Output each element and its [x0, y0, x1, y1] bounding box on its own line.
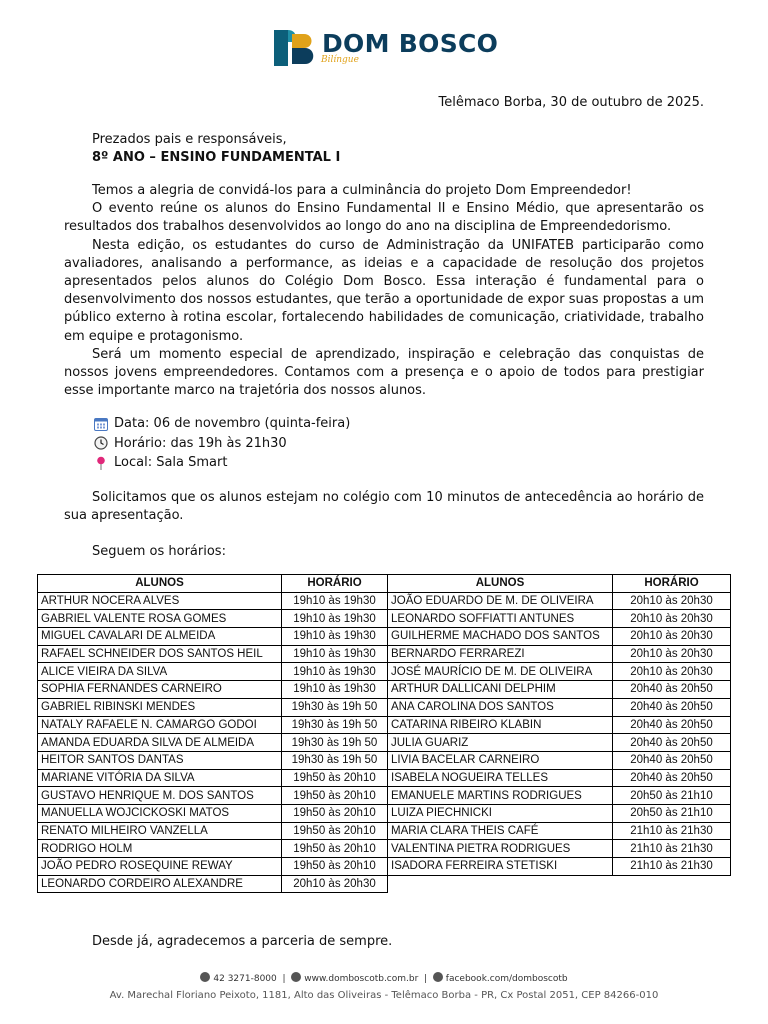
event-time-row	[94, 434, 350, 454]
arrival-request: Solicitamos que os alunos estejam no colégio com 10 minutos de antecedência ao horário de sua apresentação.	[64, 490, 704, 524]
table-row	[38, 751, 388, 769]
footer-website[interactable]: www.domboscotb.com.br	[304, 974, 419, 984]
time-slot: 20h10 às 20h30	[613, 663, 731, 681]
table-row	[38, 769, 388, 787]
student-name: CATARINA RIBEIRO KLABIN	[388, 716, 613, 734]
time-slot: 19h10 às 19h30	[282, 681, 388, 699]
time-slot: 21h10 às 21h30	[613, 858, 731, 876]
student-name: JOÃO EDUARDO DE M. DE OLIVEIRA	[388, 592, 613, 610]
table-header-row	[38, 575, 388, 593]
column-header-time: HORÁRIO	[282, 575, 388, 593]
table-row	[388, 698, 731, 716]
time-slot: 19h50 às 20h10	[282, 840, 388, 858]
time-slot: 19h50 às 20h10	[282, 804, 388, 822]
closing-line: Desde já, agradecemos a parceria de sempre.	[92, 934, 393, 949]
time-slot: 19h10 às 19h30	[282, 628, 388, 646]
time-slot: 19h50 às 20h10	[282, 822, 388, 840]
student-name: ALICE VIEIRA DA SILVA	[38, 663, 282, 681]
student-name: SOPHIA FERNANDES CARNEIRO	[38, 681, 282, 699]
paragraph: Nesta edição, os estudantes do curso de Administração da UNIFATEB participarão como avaliadores, analisando a performance, as ideias e a capacidade de resolução dos projetos apresentados pelos alunos do Colégio Dom Bosco. Essa interação é fundamental para o desenvolvimento dos nossos estudantes, que terão a oportunidade de expor suas propostas a um público externo à rotina escolar, fortalecendo habilidades de comunicação, criatividade, trabalho em equipe e protagonismo.	[64, 237, 704, 344]
paragraph: Será um momento especial de aprendizado, inspiração e celebração das conquistas de nossos jovens empreendedores. Contamos com a presença e o apoio de todos para prestigiar esse importante marco na trajetória dos nossos alunos.	[64, 346, 704, 399]
footer-contacts: 42 3271-8000 | www.domboscotb.com.br | facebook.com/domboscotb	[0, 972, 768, 984]
time-slot: 20h50 às 21h10	[613, 787, 731, 805]
table-row	[38, 840, 388, 858]
table-row	[388, 628, 731, 646]
time-slot: 19h10 às 19h30	[282, 610, 388, 628]
time-slot: 20h10 às 20h30	[613, 610, 731, 628]
time-slot: 20h10 às 20h30	[613, 645, 731, 663]
school-logo	[274, 28, 504, 68]
paragraph: Temos a alegria de convidá-los para a culminância do projeto Dom Empreendedor!	[92, 183, 632, 198]
student-name: ISADORA FERREIRA STETISKI	[388, 858, 613, 876]
event-place-row	[94, 453, 350, 473]
table-row	[38, 663, 388, 681]
student-name: RAFAEL SCHNEIDER DOS SANTOS HEIL	[38, 645, 282, 663]
student-name: ARTHUR NOCERA ALVES	[38, 592, 282, 610]
table-row	[388, 804, 731, 822]
letter-body	[64, 182, 704, 400]
time-slot: 21h10 às 21h30	[613, 822, 731, 840]
student-name: JULIA GUARIZ	[388, 734, 613, 752]
table-row	[388, 858, 731, 876]
schedule-intro: Seguem os horários:	[92, 544, 226, 559]
table-row	[388, 822, 731, 840]
location-pin-icon	[94, 456, 108, 470]
student-name: JOÃO PEDRO ROSEQUINE REWAY	[38, 858, 282, 876]
table-row	[388, 610, 731, 628]
student-name: ARTHUR DALLICANI DELPHIM	[388, 681, 613, 699]
table-row	[38, 716, 388, 734]
student-name: MARIA CLARA THEIS CAFÉ	[388, 822, 613, 840]
date-line: Telêmaco Borba, 30 de outubro de 2025.	[438, 95, 704, 110]
event-date: Data: 06 de novembro (quinta-feira)	[114, 416, 351, 431]
student-name: MARIANE VITÓRIA DA SILVA	[38, 769, 282, 787]
student-name: LIVIA BACELAR CARNEIRO	[388, 751, 613, 769]
time-slot: 20h40 às 20h50	[613, 681, 731, 699]
student-name: RODRIGO HOLM	[38, 840, 282, 858]
footer-phone: 42 3271-8000	[213, 974, 277, 984]
student-name: LUIZA PIECHNICKI	[388, 804, 613, 822]
table-row	[38, 681, 388, 699]
student-name: JOSÉ MAURÍCIO DE M. DE OLIVEIRA	[388, 663, 613, 681]
table-row	[38, 804, 388, 822]
time-slot: 19h50 às 20h10	[282, 769, 388, 787]
table-row	[38, 610, 388, 628]
event-date-row	[94, 414, 350, 434]
time-slot: 19h30 às 19h 50	[282, 716, 388, 734]
globe-icon	[291, 972, 301, 982]
calendar-icon	[94, 417, 108, 431]
column-header-students: ALUNOS	[388, 575, 613, 593]
student-name: LEONARDO SOFFIATTI ANTUNES	[388, 610, 613, 628]
student-name: MIGUEL CAVALARI DE ALMEIDA	[38, 628, 282, 646]
time-slot: 20h10 às 20h30	[613, 628, 731, 646]
column-header-time: HORÁRIO	[613, 575, 731, 593]
event-info	[94, 414, 350, 473]
time-slot: 20h10 às 20h30	[613, 592, 731, 610]
student-name: ISABELA NOGUEIRA TELLES	[388, 769, 613, 787]
time-slot: 19h30 às 19h 50	[282, 734, 388, 752]
time-slot: 20h40 às 20h50	[613, 769, 731, 787]
student-name: LEONARDO CORDEIRO ALEXANDRE	[38, 875, 282, 893]
class-line: 8º ANO – ENSINO FUNDAMENTAL I	[92, 150, 341, 165]
greeting: Prezados pais e responsáveis,	[92, 132, 287, 147]
phone-icon	[200, 972, 210, 982]
time-slot: 19h50 às 20h10	[282, 787, 388, 805]
time-slot: 21h10 às 21h30	[613, 840, 731, 858]
time-slot: 20h40 às 20h50	[613, 698, 731, 716]
time-slot: 20h40 às 20h50	[613, 716, 731, 734]
dom-bosco-logo-mark-icon	[274, 30, 316, 66]
event-place: Local: Sala Smart	[114, 455, 228, 470]
student-name: HEITOR SANTOS DANTAS	[38, 751, 282, 769]
time-slot: 19h10 às 19h30	[282, 645, 388, 663]
time-slot: 19h30 às 19h 50	[282, 698, 388, 716]
table-row	[38, 645, 388, 663]
table-row	[38, 592, 388, 610]
time-slot: 19h10 às 19h30	[282, 592, 388, 610]
clock-icon	[94, 436, 108, 450]
time-slot: 19h30 às 19h 50	[282, 751, 388, 769]
time-slot: 19h10 às 19h30	[282, 663, 388, 681]
table-row	[388, 681, 731, 699]
event-time: Horário: das 19h às 21h30	[114, 435, 287, 451]
student-name: RENATO MILHEIRO VANZELLA	[38, 822, 282, 840]
student-name: GUSTAVO HENRIQUE M. DOS SANTOS	[38, 787, 282, 805]
time-slot: 19h50 às 20h10	[282, 858, 388, 876]
student-name: ANA CAROLINA DOS SANTOS	[388, 698, 613, 716]
table-row	[38, 875, 388, 893]
time-slot: 20h50 às 21h10	[613, 804, 731, 822]
student-name: AMANDA EDUARDA SILVA DE ALMEIDA	[38, 734, 282, 752]
student-name: GUILHERME MACHADO DOS SANTOS	[388, 628, 613, 646]
student-name: GABRIEL VALENTE ROSA GOMES	[38, 610, 282, 628]
table-row	[388, 751, 731, 769]
table-row	[388, 787, 731, 805]
brand-name: DOM BOSCO	[322, 29, 499, 58]
table-row	[38, 698, 388, 716]
table-row	[38, 787, 388, 805]
schedule-table-right	[387, 574, 731, 876]
table-row	[388, 734, 731, 752]
student-name: NATALY RAFAELE N. CAMARGO GODOI	[38, 716, 282, 734]
student-name: VALENTINA PIETRA RODRIGUES	[388, 840, 613, 858]
table-row	[388, 645, 731, 663]
student-name: EMANUELE MARTINS RODRIGUES	[388, 787, 613, 805]
time-slot: 20h40 às 20h50	[613, 751, 731, 769]
table-row	[38, 822, 388, 840]
schedule-table-left	[37, 574, 388, 893]
footer-address: Av. Marechal Floriano Peixoto, 1181, Alto das Oliveiras - Telêmaco Borba - PR, Cx Postal 2051, CEP 84266-010	[109, 990, 659, 1001]
brand-subtitle: Bilíngue	[321, 55, 359, 65]
table-row	[38, 734, 388, 752]
table-header-row	[388, 575, 731, 593]
table-row	[388, 840, 731, 858]
footer-facebook[interactable]: facebook.com/domboscotb	[445, 974, 568, 984]
facebook-icon	[433, 972, 443, 982]
student-name: MANUELLA WOJCICKOSKI MATOS	[38, 804, 282, 822]
time-slot: 20h40 às 20h50	[613, 734, 731, 752]
table-row	[388, 716, 731, 734]
table-row	[388, 769, 731, 787]
time-slot: 20h10 às 20h30	[282, 875, 388, 893]
table-row	[38, 858, 388, 876]
paragraph: O evento reúne os alunos do Ensino Fundamental II e Ensino Médio, que apresentarão os resultados dos trabalhos desenvolvidos ao longo do ano na disciplina de Empreendedorismo.	[64, 201, 704, 235]
column-header-students: ALUNOS	[38, 575, 282, 593]
table-row	[38, 628, 388, 646]
student-name: BERNARDO FERRAREZI	[388, 645, 613, 663]
table-row	[388, 663, 731, 681]
table-row	[388, 592, 731, 610]
greeting-block	[92, 131, 340, 167]
student-name: GABRIEL RIBINSKI MENDES	[38, 698, 282, 716]
